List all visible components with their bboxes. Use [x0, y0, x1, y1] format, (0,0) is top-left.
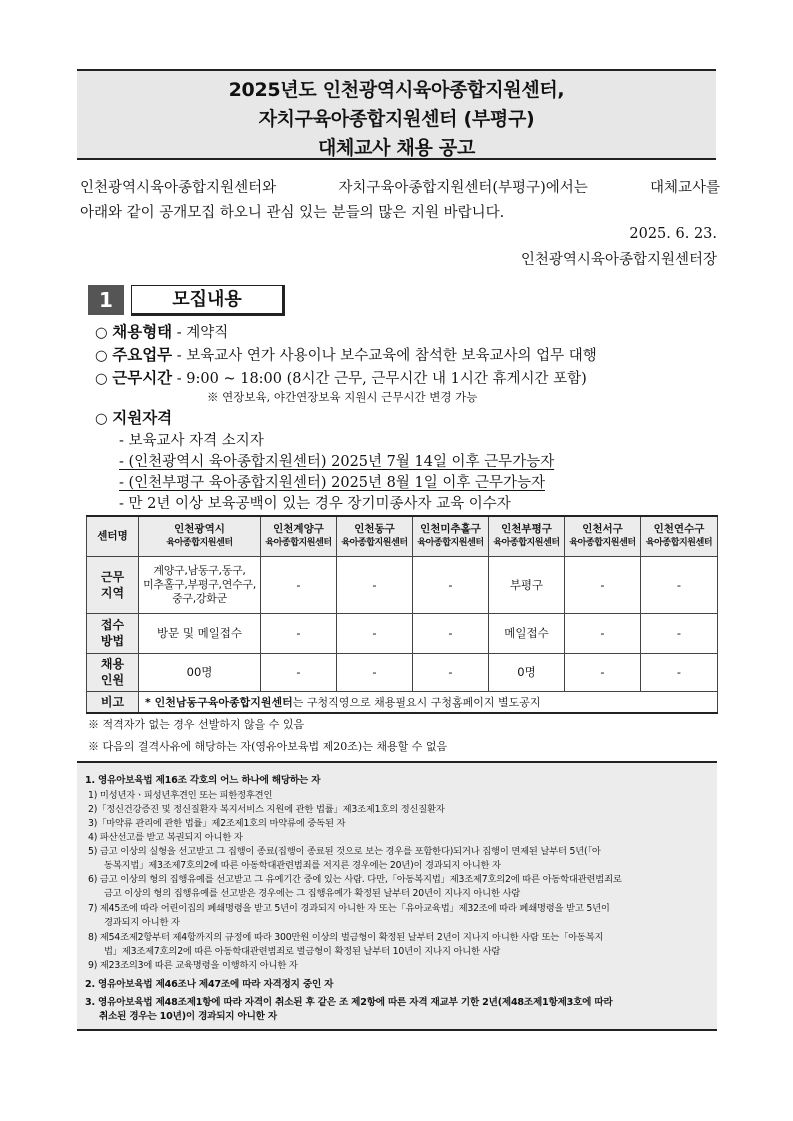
item-main-duty: [95, 343, 597, 365]
qualification-item: - 만 2년 이상 보육공백이 있는 경우 장기미종사자 교육 이수자: [119, 496, 511, 512]
table-remark-row: [87, 691, 718, 713]
table-row: [87, 653, 718, 691]
intro-line1: 인천광역시육아종합지원센터와 자치구육아종합지원센터(부평구)에서는 대체교사를: [80, 180, 720, 196]
item-qualification: [95, 406, 172, 428]
disq-line: 7) 제45조에 따라 어린이집의 폐쇄명령을 받고 5년이 경과되지 아니한 자 또는「유아교육법」제32조에 따라 폐쇄명령을 받고 5년이: [88, 903, 610, 914]
table-cell: -: [413, 556, 489, 613]
remark-bold: * 인천남동구육아종합지원센터: [145, 695, 293, 709]
qualification-item: - (인천부평구 육아종합지원센터) 2025년 8월 1일 이후 근무가능자: [119, 475, 545, 491]
table-cell: 방문 및 메일접수: [139, 613, 261, 653]
section-number: 1: [88, 285, 124, 315]
announcement-date: 2025. 6. 23.: [629, 226, 717, 242]
table-cell: -: [565, 613, 641, 653]
item-marker: ○: [95, 325, 108, 341]
remark-cell: [139, 691, 718, 713]
qualification-item: - (인천광역시 육아종합지원센터) 2025년 7월 14일 이후 근무가능자: [119, 454, 555, 470]
disq-line: 2)「정신건강증진 및 정신질환자 복지서비스 지원에 관한 법률」제3조제1호의 정신질환자: [88, 804, 445, 815]
item-key: 주요업무: [112, 346, 173, 364]
table-cell: 부평구: [489, 556, 565, 613]
table-header-cell: 인천계양구 육아종합지원센터: [261, 516, 337, 556]
disq-line: 4) 파산선고를 받고 복권되지 아니한 자: [88, 832, 243, 843]
disq-line: 경과되지 아니한 자: [104, 917, 180, 928]
disq-line: 3)「마약류 관리에 관한 법률」제2조제1호의 마약류에 중독된 자: [88, 818, 346, 829]
disq-heading: 2. 영유아보육법 제46조나 제47조에 따라 자격정지 중인 자: [85, 979, 334, 990]
table-header-cell: 인천동구 육아종합지원센터: [337, 516, 413, 556]
table-header-cell: 인천연수구 육아종합지원센터: [641, 516, 718, 556]
qualification-item: - 보육교사 자격 소지자: [119, 433, 264, 449]
table-cell: -: [413, 653, 489, 691]
disq-heading: 취소된 경우는 10년)이 경과되지 아니한 자: [99, 1011, 277, 1022]
table-header-cell: 인천광역시 육아종합지원센터: [139, 516, 261, 556]
item-marker: ○: [95, 348, 108, 364]
disq-line: 6) 금고 이상의 형의 집행유예를 선고받고 그 유예기간 중에 있는 사람. 다만,「아동복지법」제3조제7호의2에 따른 아동학대관련범죄로: [88, 874, 622, 885]
note-disqualification: ※ 다음의 결격사유에 해당하는 자(영유아보육법 제20조)는 채용할 수 없음: [88, 740, 448, 753]
table-cell: -: [641, 613, 718, 653]
table-cell: -: [261, 613, 337, 653]
title-box: [77, 69, 716, 160]
item-value: - 계약직: [172, 325, 229, 341]
table-cell: -: [337, 653, 413, 691]
table-cell: -: [337, 613, 413, 653]
table-cell: -: [565, 653, 641, 691]
page-title-line2: 자치구육아종합지원센터 (부평구): [258, 108, 535, 130]
table-header-cell: 인천서구 육아종합지원센터: [565, 516, 641, 556]
disq-line: 9) 제23조의3에 따른 교육명령을 이행하지 아니한 자: [88, 960, 298, 971]
table-cell: -: [337, 556, 413, 613]
item-key: 채용형태: [112, 323, 173, 341]
disq-line: 동복지법」제3조제7호의2에 따른 아동학대관련범죄를 저지른 경우에는 20년)이 경과되지 아니한 자: [104, 860, 501, 871]
centers-table: [86, 515, 718, 714]
table-row: [87, 613, 718, 653]
table-cell: -: [565, 556, 641, 613]
table-cell: -: [261, 556, 337, 613]
table-cell: 메일접수: [489, 613, 565, 653]
disq-line: 법」제3조제7호의2에 따른 아동학대관련범죄로 벌금형이 확정된 날부터 10년이 지나지 아니한 사람: [104, 946, 501, 957]
item-employment-type: [95, 320, 228, 342]
disq-heading: 1. 영유아보육법 제16조 각호의 어느 하나에 해당하는 자: [85, 775, 321, 786]
item-marker: ○: [95, 371, 108, 387]
issuer-name: 인천광역시육아종합지원센터장: [520, 252, 717, 268]
disq-line: 5) 금고 이상의 실형을 선고받고 그 집행이 종료(집행이 종료된 것으로 보는 경우를 포함한다)되거나 집행이 면제된 날부터 5년(「아: [88, 846, 601, 857]
table-cell: 0명: [489, 653, 565, 691]
item-value: - 9:00 ~ 18:00 (8시간 근무, 근무시간 내 1시간 휴게시간 포함): [172, 371, 587, 387]
table-cell: 계양구,남동구,동구, 미추홀구,부평구,연수구, 중구,강화군: [139, 556, 261, 613]
table-row: [87, 556, 718, 613]
note-no-qualified: ※ 적격자가 없는 경우 선발하지 않을 수 있음: [88, 718, 305, 731]
disqualification-box: [77, 761, 717, 1031]
section-title: 모집내용: [131, 285, 285, 316]
disq-line: 8) 제54조제2항부터 제4항까지의 규정에 따라 300만원 이상의 벌금형이 확정된 날부터 2년이 지나지 아니한 사람 또는「아동복지: [88, 932, 604, 943]
table-corner: 센터명: [87, 516, 139, 556]
item-work-hours: [95, 366, 587, 388]
remark-head: 비고: [87, 691, 139, 713]
intro-line2: 아래와 같이 공개모집 하오니 관심 있는 분들의 많은 지원 바랍니다.: [80, 205, 505, 221]
disq-heading: 3. 영유아보육법 제48조제1항에 따라 자격이 취소된 후 같은 조 제2항에 따른 자격 재교부 기한 2년(제48조제1항제3호에 따라: [85, 997, 613, 1008]
disq-line: 금고 이상의 형의 집행유예를 선고받은 경우에는 그 집행유예가 확정된 날부터 20년이 지나지 아니한 사람: [104, 888, 521, 899]
table-cell: -: [413, 613, 489, 653]
disq-line: 1) 미성년자ㆍ피성년후견인 또는 피한정후견인: [88, 790, 273, 801]
work-hours-note: ※ 연장보육, 야간연장보육 지원시 근무시간 변경 가능: [207, 390, 478, 404]
table-cell: -: [641, 556, 718, 613]
row-head: 접수 방법: [87, 613, 139, 653]
table-header-cell: 인천미추홀구 육아종합지원센터: [413, 516, 489, 556]
table-cell: -: [261, 653, 337, 691]
item-marker: ○: [95, 411, 108, 427]
table-cell: -: [641, 653, 718, 691]
row-head: 근무 지역: [87, 556, 139, 613]
table-header-cell: 인천부평구 육아종합지원센터: [489, 516, 565, 556]
page-title-line1: 2025년도 인천광역시육아종합지원센터,: [228, 79, 565, 101]
item-value: - 보육교사 연가 사용이나 보수교육에 참석한 보육교사의 업무 대행: [172, 348, 597, 364]
item-key: 근무시간: [112, 369, 173, 387]
table-header-row: [87, 516, 718, 556]
remark-rest: 는 구청직영으로 채용필요시 구청홈페이지 별도공지: [292, 695, 541, 709]
page-title-line3: 대체교사 채용 공고: [317, 137, 476, 159]
item-key: 지원자격: [112, 409, 173, 427]
row-head: 채용 인원: [87, 653, 139, 691]
table-cell: 00명: [139, 653, 261, 691]
